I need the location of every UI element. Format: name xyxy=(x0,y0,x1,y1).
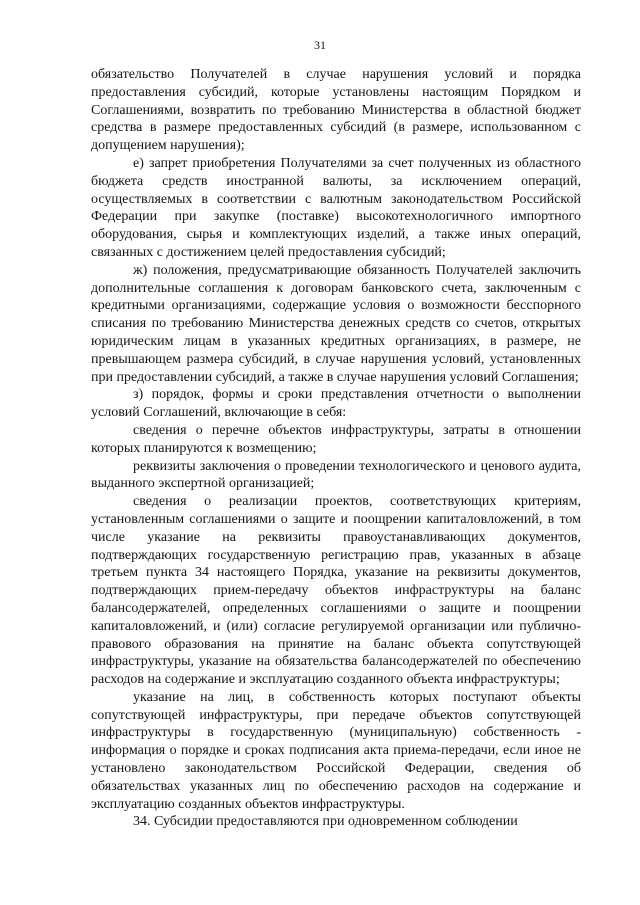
paragraph-ownership-details: указание на лиц, в собственность которых поступают объекты сопутствующей инфраструктуры, при передаче объектов сопутствующей инфраструктуры в государственную (муниципальную) собственность - информация о порядке и сроках подписания акта приема-передачи, если иное не установлено законодательством Российской Федерации, сведения об обязательствах указанных лиц по обеспечению расходов на содержание и эксплуатацию созданных объектов инфраструктуры. xyxy=(91,689,581,812)
paragraph-clause-34: 34. Субсидии предоставляются при одновременном соблюдении xyxy=(133,814,518,830)
page-number: 31 xyxy=(314,38,326,52)
paragraph-audit-details: реквизиты заключения о проведении технологического и ценового аудита, выданного экспертной организацией; xyxy=(91,458,581,492)
paragraph-item-z: з) порядок, формы и сроки представления отчетности о выполнении условий Соглашений, включающие в себя: xyxy=(91,387,581,421)
paragraph-infrastructure-list: сведения о перечне объектов инфраструктуры, затраты в отношении которых планируются к возмещению; xyxy=(91,422,581,456)
paragraph-item-zh: ж) положения, предусматривающие обязанность Получателей заключить дополнительные соглашения к договорам банковского счета, заключенным с кредитными организациями, содержащие условия о возможности бесспорного списания по требованию Министерства денежных средств со счетов, открытых юридическим лицам в указанных кредитных организациях, в размере, не превышающем размера субсидий, в случае нарушения условий, установленных при предоставлении субсидий, а также в случае нарушения условий Соглашения; xyxy=(91,262,581,385)
paragraph-continuation: обязательство Получателей в случае нарушения условий и порядка предоставления субсидий, которые установлены настоящим Порядком и Соглашениями, возвратить по требованию Министерства в областной бюджет средства в размере предоставленных субсидий (в размере, использованном с допущением нарушения); xyxy=(91,67,581,154)
paragraph-item-e: е) запрет приобретения Получателями за счет полученных из областного бюджета средств иностранной валюты, за исключением операций, осуществляемых в соответствии с валютным законодательством Российской Федерации при закупке (поставке) высокотехнологичного импортного оборудования, сырья и комплектующих изделий, а также иных операций, связанных с достижением целей предоставления субсидий; xyxy=(91,155,581,260)
paragraph-project-details: сведения о реализации проектов, соответствующих критериям, установленным соглашениями о защите и поощрении капиталовложений, в том числе указание на реквизиты правоустанавливающих документов, подтверждающих государственную регистрацию прав, указанных в абзаце третьем пункта 34 настоящего Порядка, указание на реквизиты документов, подтверждающих прием-передачу объектов инфраструктуры на баланс балансодержателей, определенных соглашениями о защите и поощрении капиталовложений, и (или) согласие регулируемой организации или публично-правового образования на принятие на баланс объекта сопутствующей инфраструктуры, указание на обязательства балансодержателей по обеспечению расходов на содержание и эксплуатацию созданного объекта инфраструктуры; xyxy=(91,494,581,688)
document-body xyxy=(91,66,581,831)
